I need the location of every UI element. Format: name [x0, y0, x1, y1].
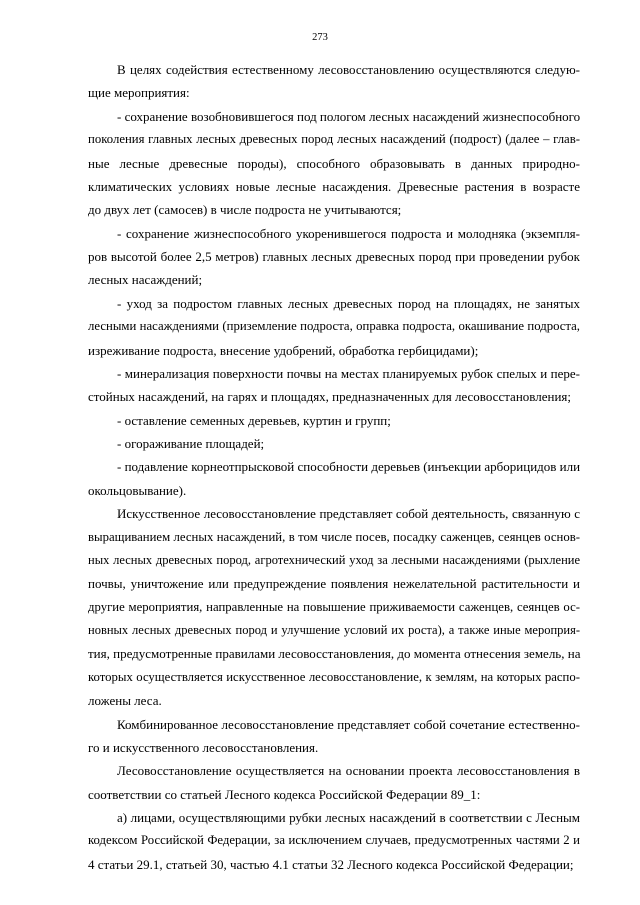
text-line: выращиванием лесных насаждений, в том числе посев, посадку саженцев, сеянцев основ- [88, 529, 580, 544]
text-line: соответствии со статьей Лесного кодекса Российской Федерации 89_1: [88, 786, 481, 802]
text-line: климатических условиях новые лесные насаждения. Древесные растения в возрасте [88, 178, 580, 194]
text-line: - уход за подростом главных лесных древесных пород на площадях, не занятых [117, 295, 580, 311]
text-line: - подавление корнеотпрысковой способности деревьев (инъекции арборицидов или [117, 459, 581, 475]
text-line: ложены леса. [88, 693, 162, 709]
text-line: лесными насаждениями (приземление подроста, оправка подроста, окашивание подроста, [88, 319, 580, 334]
text-line: - огораживание площадей; [117, 436, 265, 451]
text-line: изреживание подроста, внесение удобрений, обработка гербицидами); [88, 342, 479, 358]
text-line: ных лесных древесных пород, агротехнический уход за лесными насаждениями (рыхление [88, 552, 580, 567]
text-line: другие мероприятия, направленные на повышение приживаемости саженцев, сеянцев ос- [88, 599, 580, 614]
text-line: - оставление семенных деревьев, куртин и групп; [117, 412, 391, 428]
text-line: поколения главных лесных древесных пород лесных насаждений (подрост) (далее – глав- [88, 132, 580, 147]
text-line: которых осуществляется искусственное лесовосстановление, к землям, на которых распо- [88, 669, 580, 684]
text-line: кодексом Российской Федерации, за исключением случаев, предусмотренных частями 2 и [88, 833, 580, 848]
text-line: го и искусственного лесовосстановления. [88, 739, 319, 755]
text-line: Искусственное лесовосстановление представляет собой деятельность, связанную с [117, 506, 580, 522]
text-line: - сохранение жизнеспособного укоренившегося подроста и молодняка (экземпля- [117, 225, 580, 241]
text-line: - минерализация поверхности почвы на местах планируемых рубок спелых и пере- [117, 365, 580, 381]
text-line: - сохранение возобновившегося под пологом лесных насаждений жизнеспособного [117, 108, 581, 124]
page-number: 273 [312, 32, 328, 43]
text-line: лесных насаждений; [88, 272, 203, 288]
text-line: щие мероприятия: [88, 85, 190, 101]
text-line: Комбинированное лесовосстановление представляет собой сочетание естественно- [117, 716, 580, 732]
text-line: Лесовосстановление осуществляется на основании проекта лесовосстановления в [117, 763, 580, 779]
text-line: а) лицами, осуществляющими рубки лесных насаждений в соответствии с Лесным [117, 810, 580, 825]
text-line: ров высотой более 2,5 метров) главных лесных древесных пород при проведении рубок [88, 249, 580, 264]
text-line: В целях содействия естественному лесовосстановлению осуществляются следую- [117, 62, 580, 77]
text-line: ные лесные древесные породы), способного образовывать в данных природно- [88, 155, 580, 171]
text-line: окольцовывание). [88, 482, 187, 498]
text-line: почвы, уничтожение или предупреждение появления нежелательной растительности и [88, 576, 580, 592]
text-line: до двух лет (самосев) в числе подроста не учитываются; [88, 202, 402, 218]
text-line: тия, предусмотренные правилами лесовосстановления, до момента отнесения земель, на [88, 646, 581, 662]
text-line: новных лесных древесных пород и улучшение условий их роста), а также иные мероприя- [88, 623, 580, 637]
text-line: стойных насаждений, на гарях и площадях, предназначенных для лесовосстановления; [88, 389, 572, 405]
document-body [88, 58, 580, 876]
text-line: 4 статьи 29.1, статьей 30, частью 4.1 статьи 32 Лесного кодекса Российской Федерации; [88, 856, 574, 872]
